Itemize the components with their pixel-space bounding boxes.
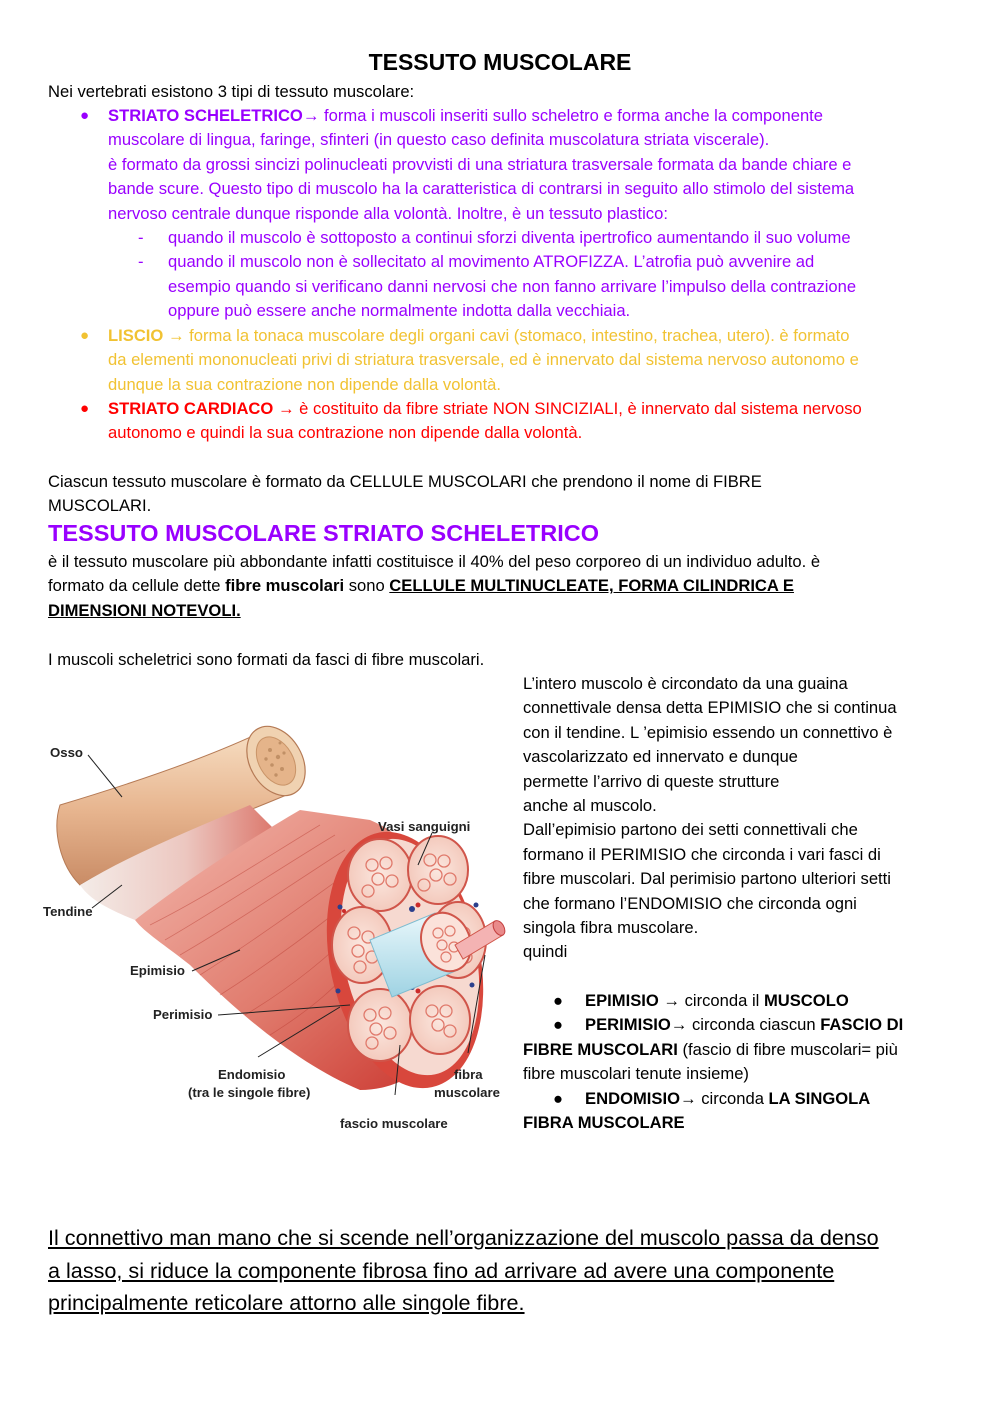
bullet: ● bbox=[80, 327, 90, 344]
label-endomisio-sub: (tra le singole fibre) bbox=[188, 1085, 311, 1100]
cells-para-line1: Ciascun tessuto muscolare è formato da CELLULE MUSCOLARI che prendono il nome di FIBRE bbox=[48, 472, 762, 491]
bullet: ● bbox=[553, 1088, 564, 1108]
type-scheletrico-line5: nervoso centrale dunque risponde alla volontà. Inoltre, è un tessuto plastico: bbox=[108, 203, 668, 223]
conclusion-line1: Il connettivo man mano che si scende nell’organizzazione del muscolo passa da denso bbox=[48, 1225, 879, 1250]
summary-endomisio-cont: FIBRA MUSCOLARE bbox=[523, 1113, 685, 1133]
label-endomisio: Endomisio bbox=[218, 1067, 286, 1082]
intro-text: Nei vertebrati esistono 3 tipi di tessuto muscolare: bbox=[48, 82, 415, 101]
type-liscio-line1: LISCIO → forma la tonaca muscolare degli organi cavi (stomaco, intestino, trachea, utero). è formato bbox=[108, 326, 850, 345]
section-heading: TESSUTO MUSCOLARE STRIATO SCHELETRICO bbox=[48, 520, 599, 546]
type-scheletrico-line1: STRIATO SCHELETRICO→ forma i muscoli inseriti sullo scheletro e forma anche la componente bbox=[108, 106, 824, 125]
label-tendine: Tendine bbox=[43, 904, 93, 919]
label-epimisio: Epimisio bbox=[130, 963, 185, 978]
right-text-line: permette l’arrivo di queste strutture bbox=[523, 771, 780, 791]
right-text-line: anche al muscolo. bbox=[523, 796, 657, 816]
muscle-diagram bbox=[40, 695, 515, 1140]
label-perimisio: Perimisio bbox=[153, 1007, 213, 1022]
page-title: TESSUTO MUSCOLARE bbox=[368, 49, 632, 75]
bullet: ● bbox=[553, 1015, 564, 1035]
sub-item-ipertrofia: quando il muscolo è sottoposto a continui sforzi diventa ipertrofico aumentando il suo volume bbox=[168, 228, 851, 247]
bullet: ● bbox=[553, 991, 564, 1010]
dash: - bbox=[138, 252, 144, 272]
type-liscio-line3: dunque la sua contrazione non dipende dalla volontà. bbox=[108, 374, 502, 394]
type-scheletrico-line2: muscolare di lingua, faringe, sfinteri (in questo caso definita muscolatura striata viscerale). bbox=[108, 130, 770, 150]
right-text-line: fibre muscolari. Dal perimisio partono ulteriori setti bbox=[523, 869, 891, 889]
bullet: ● bbox=[80, 400, 90, 417]
section-para-line1: è il tessuto muscolare più abbondante infatti costituisce il 40% del peso corporeo di un individuo adulto. è bbox=[48, 552, 821, 571]
summary-perimisio-cont: FIBRE MUSCOLARI (fascio di fibre muscolari= più bbox=[523, 1039, 898, 1059]
label-muscolare: muscolare bbox=[434, 1085, 500, 1100]
section-para-line2: formato da cellule dette fibre muscolari sono CELLULE MULTINUCLEATE, FORMA CILINDRICA E bbox=[48, 576, 794, 596]
type-liscio-line2: da elementi mononucleati privi di striatura trasversale, ed è innervato dal sistema nervoso autonomo e bbox=[108, 350, 859, 370]
right-text-line: con il tendine. L ’epimisio essendo un connettivo è bbox=[523, 722, 893, 742]
sub-item-atrofia-line3: oppure può essere anche normalmente indotta dalla vecchiaia. bbox=[168, 301, 631, 321]
conclusion-line2: a lasso, si riduce la componente fibrosa fino ad arrivare ad avere una componente bbox=[48, 1257, 835, 1283]
sub-item-atrofia-line2: esempio quando si verificano danni nervosi che non fanno arrivare l’impulso della contrazione bbox=[168, 276, 857, 296]
cells-para-line2: MUSCOLARI. bbox=[48, 496, 152, 516]
right-text-line: vascolarizzato ed innervato e dunque bbox=[523, 747, 798, 767]
summary-perimisio-note: fibre muscolari tenute insieme) bbox=[523, 1064, 749, 1084]
right-text-line: Dall’epimisio partono dei setti connettivali che bbox=[523, 820, 858, 840]
label-fascio: fascio muscolare bbox=[340, 1116, 448, 1131]
label-osso: Osso bbox=[50, 745, 83, 760]
label-vasi: Vasi sanguigni bbox=[378, 819, 471, 834]
summary-perimisio: ● PERIMISIO→ circonda ciascun FASCIO DI bbox=[523, 1013, 983, 1037]
right-text-line: singola fibra muscolare. bbox=[523, 918, 699, 938]
type-cardiaco-line2: autonomo e quindi la sua contrazione non dipende dalla volontà. bbox=[108, 423, 583, 443]
section-para-line3: DIMENSIONI NOTEVOLI. bbox=[48, 600, 241, 620]
type-cardiaco-line1: STRIATO CARDIACO → è costituito da fibre striate NON SINCIZIALI, è innervato dal sistema nervoso bbox=[108, 399, 862, 418]
right-text-block bbox=[523, 672, 973, 965]
conclusion-line3: principalmente reticolare attorno alle singole fibre. bbox=[48, 1290, 525, 1315]
fasci-line: I muscoli scheletrici sono formati da fasci di fibre muscolari. bbox=[48, 650, 485, 669]
type-scheletrico-line4: bande scure. Questo tipo di muscolo ha la caratteristica di contrarsi in seguito allo stimolo del sistema bbox=[108, 179, 855, 199]
right-text-line: che formano l’ENDOMISIO che circonda ogni bbox=[523, 893, 857, 913]
type-cardiaco-name: STRIATO CARDIACO bbox=[108, 399, 274, 418]
dash: - bbox=[138, 228, 144, 247]
bullet: ● bbox=[80, 107, 90, 124]
right-text-line: quindi bbox=[523, 942, 568, 962]
right-text-line: L’intero muscolo è circondato da una guaina bbox=[523, 674, 848, 693]
right-text-line: formano il PERIMISIO che circonda i vari fasci di bbox=[523, 844, 881, 864]
label-fibra: fibra bbox=[454, 1067, 483, 1082]
right-text-line: connettivale densa detta EPIMISIO che si continua bbox=[523, 698, 897, 718]
summary-list bbox=[523, 989, 983, 1135]
summary-epimisio: ● EPIMISIO → circonda il MUSCOLO bbox=[523, 989, 983, 1013]
type-scheletrico-line3: è formato da grossi sincizi polinucleati provvisti di una striatura trasversale formata da bande chiare e bbox=[108, 154, 852, 174]
type-liscio-name: LISCIO bbox=[108, 326, 164, 345]
summary-endomisio: ● ENDOMISIO→ circonda LA SINGOLA bbox=[523, 1087, 983, 1111]
type-scheletrico-name: STRIATO SCHELETRICO bbox=[108, 106, 303, 125]
sub-item-atrofia-line1: quando il muscolo non è sollecitato al movimento ATROFIZZA. L’atrofia può avvenire ad bbox=[168, 252, 815, 272]
